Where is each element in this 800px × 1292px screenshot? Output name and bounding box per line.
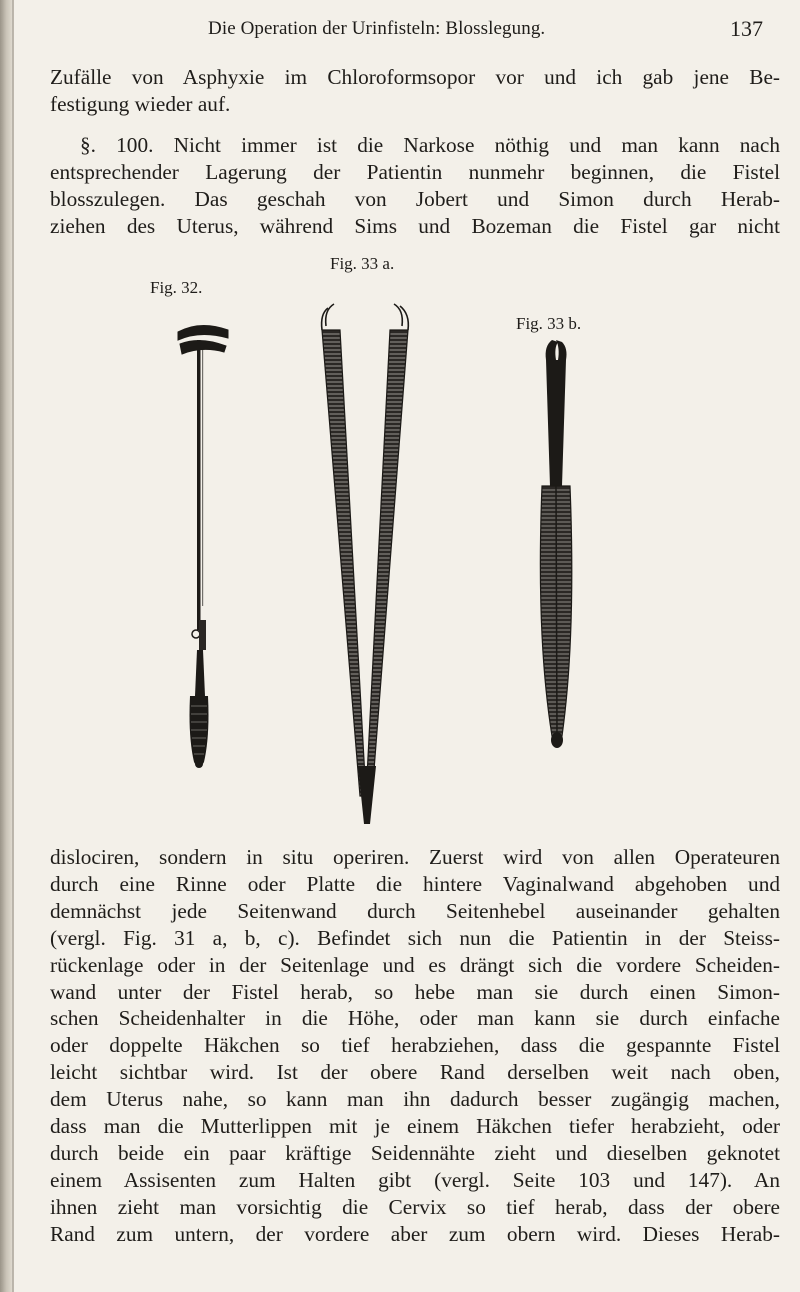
text-line: demnächst jede Seitenwand durch Seitenhebel auseinander gehalten — [50, 898, 780, 923]
text-line: ihnen zieht man vorsichtig die Cervix so tief herab, dass der obere — [50, 1194, 780, 1219]
text-line: oder doppelte Häkchen so tief herabziehen, dass die gespannte Fistel — [50, 1033, 780, 1058]
figure-32-instrument-illustration — [150, 316, 250, 786]
text-line: dem Uterus nahe, so kann man ihn dadurch besser zugängig machen, — [50, 1087, 780, 1112]
page-number: 137 — [730, 16, 763, 41]
figure-label-33b: Fig. 33 b. — [516, 314, 582, 333]
figure-label-33a: Fig. 33 a. — [330, 254, 395, 273]
text-line: wand unter der Fistel herab, so hebe man sie durch einen Simon- — [50, 979, 780, 1004]
text-line: Rand zum untern, der vordere aber zum obern wird. Dieses Herab- — [50, 1221, 780, 1246]
text-line: durch eine Rinne oder Platte die hintere Vaginalwand abgehoben und — [50, 871, 780, 896]
text-line: blosszulegen. Das geschah von Jobert und Simon durch Herab- — [50, 186, 780, 211]
running-header-title: Die Operation der Urinfisteln: Blosslegung. — [208, 18, 546, 39]
paragraph-top — [50, 64, 780, 118]
figure-33b-forceps-illustration — [522, 336, 592, 756]
text-line: rückenlage oder in der Seitenlage und es drängt sich die vordere Scheiden- — [50, 952, 780, 977]
text-line: schen Scheidenhalter in die Höhe, oder man kann sie durch einfache — [50, 1006, 780, 1031]
text-line: dass man die Mutterlippen mit je einem Häkchen tiefer herabzieht, oder — [50, 1114, 780, 1139]
text-line: dislociren, sondern in situ operiren. Zuerst wird von allen Operateuren — [50, 845, 780, 869]
text-line: §. 100. Nicht immer ist die Narkose nöthig und man kann nach — [80, 133, 780, 157]
text-line: ziehen des Uterus, während Sims und Bozeman die Fistel gar nicht — [50, 213, 780, 238]
text-line: entsprechender Lagerung der Patientin nunmehr beginnen, die Fistel — [50, 159, 780, 184]
text-line: (vergl. Fig. 31 a, b, c). Befindet sich nun die Patientin in der Steiss- — [50, 925, 780, 950]
figure-label-32: Fig. 32. — [150, 278, 203, 297]
text-line: durch beide ein paar kräftige Seidennähte zieht und dieselben geknotet — [50, 1140, 780, 1165]
figure-33a-forceps-illustration — [300, 296, 440, 830]
section-100-paragraph — [50, 132, 780, 240]
book-spine-edge — [12, 0, 14, 1292]
text-line: leicht sichtbar wird. Ist der obere Rand derselben weit nach oben, — [50, 1060, 780, 1085]
paragraph-bottom — [50, 844, 780, 1248]
text-line: festigung wieder auf. — [50, 91, 231, 116]
text-line: einem Assisenten zum Halten gibt (vergl. Seite 103 und 147). An — [50, 1167, 780, 1192]
text-line: Zufälle von Asphyxie im Chloroformsopor vor und ich gab jene Be- — [50, 65, 780, 89]
